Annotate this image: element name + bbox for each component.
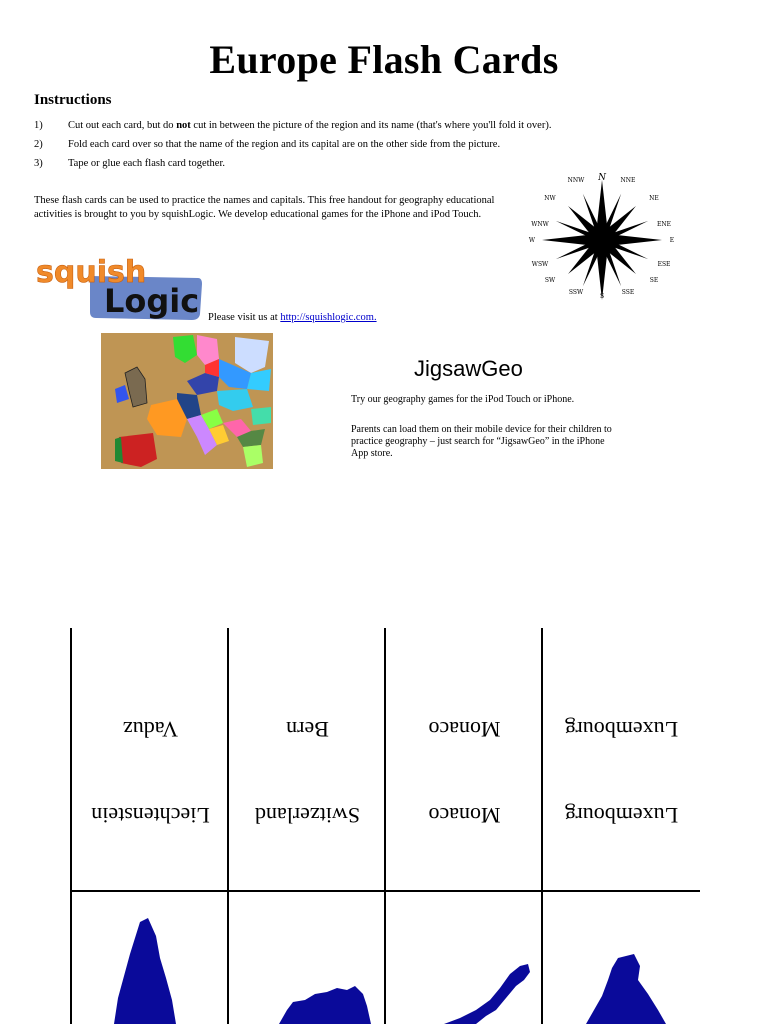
svg-text:NE: NE — [649, 195, 659, 202]
promo-paragraph: Parents can load them on their mobile device for their children to practice geography – just search for “JigsawGeo” in the iPhone App store. — [351, 424, 612, 459]
svg-text:S: S — [599, 293, 605, 300]
card-capital: Bern — [286, 717, 329, 742]
svg-text:SE: SE — [649, 277, 659, 284]
flash-card-monaco — [386, 628, 543, 890]
europe-jigsaw-map-image — [101, 333, 273, 469]
fold-line — [70, 890, 700, 892]
svg-text:SW: SW — [544, 277, 556, 284]
instructions-list — [34, 116, 714, 173]
svg-text:NNE: NNE — [620, 177, 636, 184]
svg-text:ESE: ESE — [657, 261, 671, 268]
card-country: Switzerland — [254, 803, 361, 828]
intro-paragraph: These flash cards can be used to practice the names and capitals. This free handout for geography educational activities is brought to you by squishLogic. We develop educational games for the iPhone and iPod Touch. — [34, 195, 495, 220]
instruction-step: 3) Tape or glue each flash card together. — [34, 158, 225, 169]
card-capital: Monaco — [428, 717, 501, 742]
monaco-shape-icon — [440, 914, 540, 1024]
instruction-step: 2) Fold each card over so that the name of the region and its capital are on the other side from the picture. — [34, 139, 501, 150]
svg-text:WNW: WNW — [531, 221, 549, 228]
luxembourg-shape-icon — [578, 914, 678, 1024]
svg-text:SSW: SSW — [568, 289, 584, 296]
card-country: Liechtenstein — [91, 803, 210, 828]
squishlogic-link[interactable]: http://squishlogic.com. — [280, 312, 377, 323]
visit-text: Please visit us at http://squishlogic.com. — [208, 312, 377, 323]
card-capital: Vaduz — [123, 717, 178, 742]
svg-text:NNW: NNW — [567, 177, 585, 184]
svg-text:ENE: ENE — [656, 221, 672, 228]
svg-text:Logic: Logic — [104, 282, 200, 320]
liechtenstein-shape-icon — [110, 914, 180, 1024]
card-capital: Luxembourg — [564, 717, 679, 742]
page-title: Europe Flash Cards — [209, 37, 559, 82]
svg-text:squish: squish — [36, 255, 147, 290]
card-country: Luxembourg — [564, 803, 679, 828]
instructions-heading: Instructions — [34, 92, 112, 108]
svg-text:NW: NW — [544, 195, 556, 202]
svg-text:E: E — [669, 237, 675, 244]
svg-text:SSE: SSE — [621, 289, 635, 296]
svg-text:W: W — [528, 237, 536, 244]
flash-card-luxembourg — [543, 628, 700, 890]
jigsawgeo-heading: JigsawGeo — [414, 356, 523, 381]
flash-card-liechtenstein — [72, 628, 229, 890]
svg-text:N: N — [598, 173, 606, 183]
squishlogic-logo — [34, 248, 204, 324]
flash-card-switzerland — [229, 628, 386, 890]
svg-text:WSW: WSW — [531, 261, 549, 268]
card-country: Monaco — [428, 803, 501, 828]
compass-rose-icon — [522, 168, 682, 308]
switzerland-shape-icon — [275, 914, 375, 1024]
instruction-step: 1) Cut out each card, but do not cut in between the picture of the region and its name (that's where you'll fold it over). — [34, 120, 552, 131]
flash-card-grid — [70, 628, 700, 1024]
promo-line: Try our geography games for the iPod Touch or iPhone. — [351, 394, 575, 405]
